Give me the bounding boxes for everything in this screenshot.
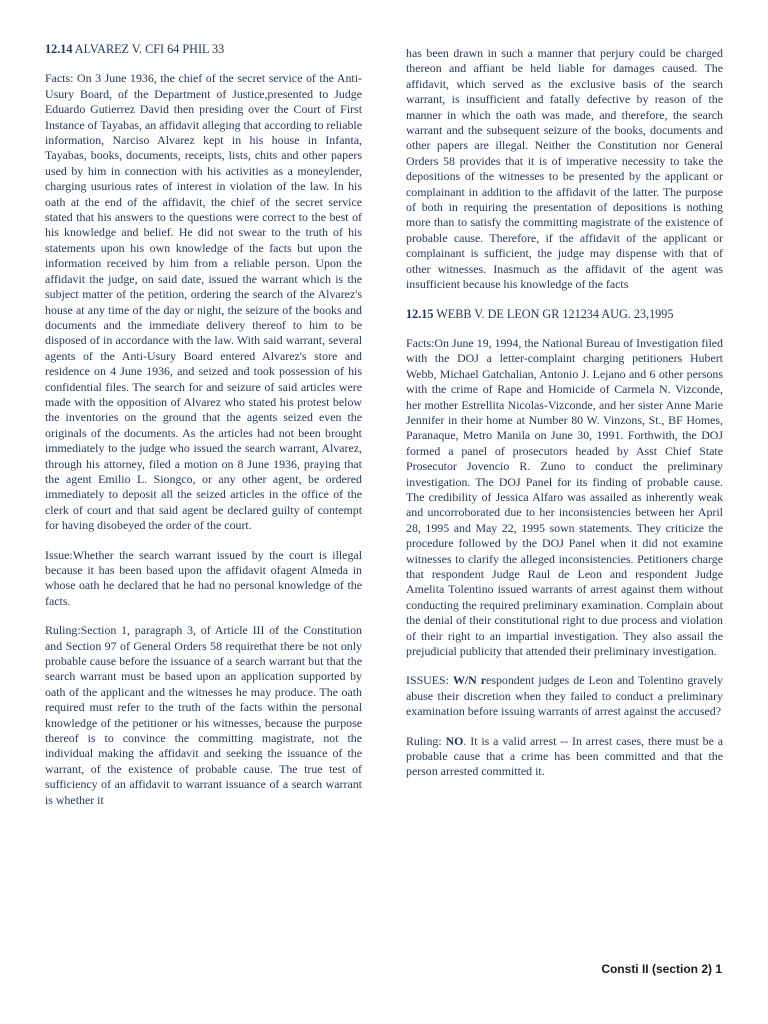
case-heading xyxy=(406,307,723,322)
facts-paragraph: Facts:On June 19, 1994, the National Bureau of Investigation filed with the DOJ a letter-complaint charging petitioners Hubert Webb, Michael Gatchalian, Antonio J. Lejano and 6 other persons with the crime of Rape and Homicide of Carmela N. Vizconde, her mother Estrellita Nicolas-Vizconde, and her sister Anne Marie Jennifer in their home at Number 80 W. Vinzons, St., BF Homes, Paranaque, Metro Manila on June 30, 1991. Forthwith, the DOJ formed a panel of prosecutors headed by Asst Chief State Prosecutor Jovencio R. Zuno to conduct the preliminary investigation. The DOJ Panel for its finding of probable cause. The credibility of Jessica Alfaro was assailed as inherently weak and uncorroborated due to her inconsistencies between her April 28, 1995 and May 22, 1995 sown statements. They criticize the procedure followed by the DOJ Panel when it did not examine witnesses to clarify the alleged inconsistencies. Petitioners charge that respondent Judge Raul de Leon and respondent Judge Amelita Tolentino issued warrants of arrest against them without conducting the required preliminary examination. Complain about the denial of their constitutional right to due process and violation of their right to an impartial investigation. They also assail the prejudicial publicity that attended their preliminary investigation. xyxy=(406,335,723,659)
case-number: 12.14 xyxy=(45,42,73,56)
issue-paragraph: Issue:Whether the search warrant issued by the court is illegal because it has been based upon the affidavit ofagent Almeda in whose oath he declared that he had no personal knowledge of the facts. xyxy=(45,547,362,608)
page-footer: Consti II (section 2) 1 xyxy=(601,962,722,976)
ruling-label: Ruling: xyxy=(406,733,442,748)
right-column xyxy=(406,46,723,794)
issues-label: ISSUES: xyxy=(406,673,449,688)
ruling-continuation-paragraph: has been drawn in such a manner that perjury could be charged thereon and affiant be held liable for damages caused. The affidavit, which served as the exclusive basis of the search warrant, is insufficient and fatally defective by reason of the manner in which the oath was made, and therefore, the search warrant and the subsequent seizure of the books, documents and other papers are illegal. Neither the Constitution nor General Orders 58 provides that it is of imperative necessity to take the depositions of the witnesses to be presented by the applicant or complainant in addition to the affidavit of the latter. The purpose of both in requiring the presentation of depositions is nothing more than to satisfy the committing magistrate of the existence of probable cause. Therefore, if the affidavit of the applicant or complainant is sufficient, the judge may dispense with that of other witnesses. Inasmuch as the affidavit of the agent was insufficient because his knowledge of the facts xyxy=(406,46,723,292)
ruling-verdict: NO xyxy=(445,733,464,748)
issues-paragraph xyxy=(406,673,723,719)
case-heading xyxy=(45,42,362,57)
case-title: ALVAREZ V. CFI 64 PHIL 33 xyxy=(74,42,225,56)
ruling-paragraph xyxy=(406,734,723,780)
case-number: 12.15 xyxy=(406,306,434,321)
issues-wn: W/N r xyxy=(452,673,487,688)
ruling-paragraph: Ruling:Section 1, paragraph 3, of Article III of the Constitution and Section 97 of General Orders 58 requirethat there be not only probable cause before the issuance of a search warrant but that the search warrant must be based upon an application supported by oath of the applicant and the witnesses he may produce. The oath required must refer to the truth of the facts within the personal knowledge of the petitioner or his witnesses, because the purpose thereof is to convince the committing magistrate, not the individual making the affidavit and seeking the issuance of the warrant, of the existence of probable cause. The true test of sufficiency of an affidavit to warrant issuance of a search warrant is whether it xyxy=(45,623,362,807)
issues-text: espondent judges de Leon and Tolentino gravely abuse their discretion when they failed to conduct a preliminary examination before issuing warrants of arrest against the accused? xyxy=(406,673,723,719)
ruling-text: . It is a valid arrest -- In arrest cases, there must be a probable cause that a crime has been committed and that the person arrested committed it. xyxy=(406,733,723,779)
left-column xyxy=(45,42,362,822)
case-title: WEBB V. DE LEON GR 121234 AUG. 23,1995 xyxy=(436,306,674,321)
facts-paragraph: Facts: On 3 June 1936, the chief of the secret service of the Anti- Usury Board, of the Department of Justice,presented to Judge Eduardo Gutierrez David then presiding over the Court of First Instance of Tayabas, an affidavit alleging that according to reliable information, Narciso Alvarez kept in his house in Infanta, Tayabas, books, documents, receipts, lists, chits and other papers used by him in connection with his activities as a moneylender, charging usurious rates of interest in violation of the law. In his oath at the end of the affidavit, the chief of the secret service stated that his answers to the questions were correct to the best of his knowledge and belief. He did not swear to the truth of his statements upon his own knowledge of the facts but upon the information received by him from a reliable person. Upon the affidavit the judge, on said date, issued the warrant which is the subject matter of the petition, ordering the search of the Alvarez's house at any time of the day or night, the seizure of the books and documents and the immediate delivery thereof to him to be disposed of in accordance with the law. With said warrant, several agents of the Anti-Usury Board entered Alvarez's store and residence on 4 June 1936, and seized and took possession of his confidential files. The search for and seizure of said articles were made with the opposition of Alvarez who stated his protest below the inventories on the ground that the agents seized even the originals of the documents. As the articles had not been brought immediately to the judge who issued the search warrant, Alvarez, through his attorney, filed a motion on 8 June 1936, praying that the agent Emilio L. Siongco, or any other agent, be ordered immediately to deposit all the seized articles in the office of the clerk of court and that said agent be declared guilty of contempt for having disobeyed the order of the court. xyxy=(45,71,363,533)
